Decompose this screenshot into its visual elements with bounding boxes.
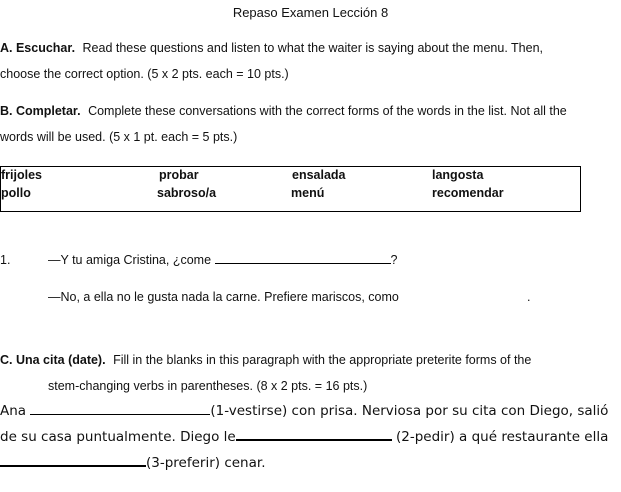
word-bank-item: pollo bbox=[1, 186, 31, 200]
word-bank-item: ensalada bbox=[292, 168, 346, 182]
item-1-answer-text: —No, a ella no le gusta nada la carne. Prefiere mariscos, como bbox=[48, 290, 399, 304]
word-bank-item: menú bbox=[291, 186, 325, 200]
item-1-number: 1. bbox=[0, 253, 11, 267]
paragraph-line-1 bbox=[0, 403, 608, 419]
section-b-instructions: Complete these conversations with the correct forms of the words in the list. Not all the bbox=[88, 104, 567, 118]
word-bank-item: frijoles bbox=[1, 168, 42, 182]
item-1-question bbox=[48, 253, 397, 267]
answer-blank-c3[interactable] bbox=[0, 464, 146, 467]
answer-blank-1a[interactable] bbox=[215, 262, 391, 264]
section-b-label: B. Completar. bbox=[0, 104, 81, 118]
item-1-question-end: ? bbox=[390, 253, 398, 267]
section-c-label: C. Una cita (date). bbox=[0, 353, 106, 367]
para-text: Ana bbox=[0, 403, 27, 419]
section-c-instructions: Fill in the blanks in this paragraph with the appropriate preterite forms of the bbox=[113, 353, 532, 367]
para-text: de su casa puntualmente. Diego le bbox=[0, 429, 236, 445]
section-a-line2: choose the correct option. (5 x 2 pts. each = 10 pts.) bbox=[0, 67, 289, 81]
word-bank-item: probar bbox=[159, 168, 199, 182]
paragraph-line-2 bbox=[0, 429, 608, 445]
answer-blank-c2[interactable] bbox=[236, 438, 392, 441]
word-bank-item: recomendar bbox=[432, 186, 504, 200]
item-1-answer-end: . bbox=[527, 290, 531, 304]
section-b-line2: words will be used. (5 x 1 pt. each = 5 pts.) bbox=[0, 130, 238, 144]
item-1-answer bbox=[48, 290, 399, 304]
section-c-line1 bbox=[0, 353, 531, 367]
para-text: (1-vestirse) con prisa. Nerviosa por su cita con Diego, salió bbox=[210, 403, 609, 419]
word-bank-item: langosta bbox=[432, 168, 484, 182]
item-1-question-text: —Y tu amiga Cristina, ¿come bbox=[48, 253, 212, 267]
document-title bbox=[0, 5, 621, 20]
section-b-line1 bbox=[0, 104, 567, 118]
section-a-instructions: Read these questions and listen to what the waiter is saying about the menu. Then, bbox=[82, 41, 544, 55]
answer-blank-c1[interactable] bbox=[30, 413, 210, 415]
title-text: Repaso Examen Lección 8 bbox=[232, 5, 389, 20]
section-a-label: A. Escuchar. bbox=[0, 41, 76, 55]
section-a-line1 bbox=[0, 41, 543, 55]
section-c-line2: stem-changing verbs in parentheses. (8 x 2 pts. = 16 pts.) bbox=[48, 379, 368, 393]
para-text: (2-pedir) a qué restaurante ella bbox=[391, 429, 609, 445]
para-text: (3-preferir) cenar. bbox=[146, 455, 266, 471]
paragraph-line-3 bbox=[0, 455, 265, 471]
word-bank-item: sabroso/a bbox=[157, 186, 217, 200]
